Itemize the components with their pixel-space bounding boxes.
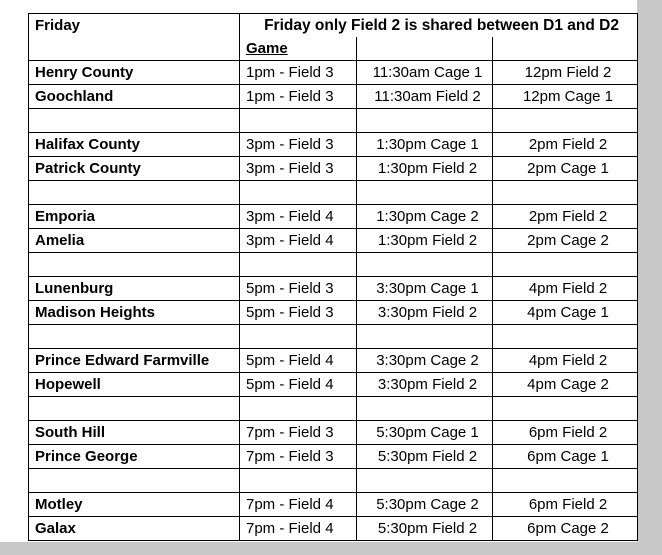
blank-cell[interactable] [493, 253, 638, 277]
blank-cell[interactable] [493, 469, 638, 493]
warmup-2-cell[interactable]: 6pm Field 2 [493, 421, 638, 445]
game-time-cell[interactable]: 3pm - Field 4 [240, 229, 357, 253]
blank-cell[interactable] [240, 397, 357, 421]
warmup-1-cell[interactable]: 3:30pm Cage 1 [357, 277, 493, 301]
warmup-1-cell[interactable]: 1:30pm Cage 2 [357, 205, 493, 229]
warmup-2-cell[interactable]: 4pm Cage 2 [493, 373, 638, 397]
team-cell[interactable]: Galax [29, 517, 240, 541]
blank-cell[interactable] [357, 109, 493, 133]
blank-cell[interactable] [493, 181, 638, 205]
table-row [29, 445, 638, 469]
spacer-row [29, 253, 638, 277]
table-row [29, 157, 638, 181]
warmup-1-cell[interactable]: 5:30pm Field 2 [357, 517, 493, 541]
team-cell[interactable]: Henry County [29, 61, 240, 85]
warmup-2-cell[interactable]: 6pm Cage 1 [493, 445, 638, 469]
spacer-row [29, 397, 638, 421]
warmup-1-cell[interactable]: 5:30pm Cage 2 [357, 493, 493, 517]
table-row [29, 229, 638, 253]
table-row [29, 133, 638, 157]
warmup-2-cell[interactable]: 2pm Cage 2 [493, 229, 638, 253]
warmup-1-cell[interactable]: 5:30pm Field 2 [357, 445, 493, 469]
schedule-table [28, 13, 638, 541]
team-cell[interactable]: Motley [29, 493, 240, 517]
blank-cell[interactable] [240, 181, 357, 205]
blank-cell[interactable] [357, 253, 493, 277]
team-cell[interactable]: Amelia [29, 229, 240, 253]
game-time-cell[interactable]: 5pm - Field 4 [240, 373, 357, 397]
table-row [29, 61, 638, 85]
blank-cell[interactable] [29, 253, 240, 277]
left-margin [0, 0, 28, 555]
table-row [29, 517, 638, 541]
team-cell[interactable]: Lunenburg [29, 277, 240, 301]
blank-cell[interactable] [357, 181, 493, 205]
blank-cell[interactable] [240, 469, 357, 493]
subheader-row [29, 37, 638, 61]
game-column-header[interactable]: Game [240, 37, 357, 61]
table-row [29, 277, 638, 301]
table-row [29, 301, 638, 325]
shared-field-note[interactable]: Friday only Field 2 is shared between D1 and D2 [240, 14, 638, 38]
game-time-cell[interactable]: 5pm - Field 3 [240, 301, 357, 325]
warmup-1-cell[interactable]: 3:30pm Field 2 [357, 301, 493, 325]
game-time-cell[interactable]: 7pm - Field 3 [240, 445, 357, 469]
right-gray-area [637, 0, 662, 555]
blank-cell[interactable] [29, 469, 240, 493]
team-cell[interactable]: Patrick County [29, 157, 240, 181]
warmup-1-cell[interactable]: 11:30am Field 2 [357, 85, 493, 109]
warmup-2-cell[interactable]: 2pm Field 2 [493, 205, 638, 229]
warmup-2-cell[interactable]: 2pm Cage 1 [493, 157, 638, 181]
blank-cell[interactable] [29, 109, 240, 133]
team-cell[interactable]: Emporia [29, 205, 240, 229]
spacer-row [29, 181, 638, 205]
warmup-1-cell[interactable]: 1:30pm Cage 1 [357, 133, 493, 157]
warmup-2-cell[interactable]: 4pm Cage 1 [493, 301, 638, 325]
blank-cell[interactable] [29, 325, 240, 349]
team-cell[interactable]: Prince George [29, 445, 240, 469]
game-time-cell[interactable]: 7pm - Field 3 [240, 421, 357, 445]
blank-cell[interactable] [29, 181, 240, 205]
warmup-2-cell[interactable]: 6pm Cage 2 [493, 517, 638, 541]
game-time-cell[interactable]: 7pm - Field 4 [240, 517, 357, 541]
blank-cell[interactable] [29, 397, 240, 421]
warmup-2-cell[interactable]: 4pm Field 2 [493, 277, 638, 301]
table-row [29, 85, 638, 109]
warmup-2-cell[interactable]: 4pm Field 2 [493, 349, 638, 373]
game-time-cell[interactable]: 5pm - Field 3 [240, 277, 357, 301]
blank-cell[interactable] [240, 109, 357, 133]
team-cell[interactable]: Madison Heights [29, 301, 240, 325]
warmup-2-cell[interactable]: 12pm Cage 1 [493, 85, 638, 109]
warmup-2-cell[interactable]: 2pm Field 2 [493, 133, 638, 157]
table-row [29, 205, 638, 229]
header-row [29, 14, 638, 38]
blank-cell[interactable] [493, 397, 638, 421]
game-time-cell[interactable]: 5pm - Field 4 [240, 349, 357, 373]
warmup-1-cell[interactable]: 3:30pm Cage 2 [357, 349, 493, 373]
blank-cell[interactable] [357, 37, 493, 61]
blank-cell[interactable] [357, 397, 493, 421]
day-title-cell[interactable]: Friday [29, 14, 240, 38]
warmup-1-cell[interactable]: 3:30pm Field 2 [357, 373, 493, 397]
blank-cell[interactable] [29, 37, 240, 61]
blank-cell[interactable] [493, 37, 638, 61]
warmup-1-cell[interactable]: 1:30pm Field 2 [357, 157, 493, 181]
bottom-gray-area [0, 542, 662, 555]
spacer-row [29, 469, 638, 493]
team-cell[interactable]: Halifax County [29, 133, 240, 157]
table-row [29, 421, 638, 445]
spacer-row [29, 109, 638, 133]
game-time-cell[interactable]: 3pm - Field 4 [240, 205, 357, 229]
blank-cell[interactable] [493, 325, 638, 349]
blank-cell[interactable] [357, 469, 493, 493]
team-cell[interactable]: Hopewell [29, 373, 240, 397]
game-time-cell[interactable]: 3pm - Field 3 [240, 157, 357, 181]
game-time-cell[interactable]: 1pm - Field 3 [240, 85, 357, 109]
blank-cell[interactable] [240, 325, 357, 349]
warmup-2-cell[interactable]: 6pm Field 2 [493, 493, 638, 517]
blank-cell[interactable] [357, 325, 493, 349]
blank-cell[interactable] [493, 109, 638, 133]
spacer-row [29, 325, 638, 349]
table-row [29, 493, 638, 517]
game-time-cell[interactable]: 7pm - Field 4 [240, 493, 357, 517]
warmup-1-cell[interactable]: 1:30pm Field 2 [357, 229, 493, 253]
table-row [29, 373, 638, 397]
team-cell[interactable]: South Hill [29, 421, 240, 445]
team-cell[interactable]: Prince Edward Farmville [29, 349, 240, 373]
game-time-cell[interactable]: 1pm - Field 3 [240, 61, 357, 85]
blank-cell[interactable] [240, 253, 357, 277]
game-time-cell[interactable]: 3pm - Field 3 [240, 133, 357, 157]
warmup-2-cell[interactable]: 12pm Field 2 [493, 61, 638, 85]
table-row [29, 349, 638, 373]
warmup-1-cell[interactable]: 11:30am Cage 1 [357, 61, 493, 85]
team-cell[interactable]: Goochland [29, 85, 240, 109]
warmup-1-cell[interactable]: 5:30pm Cage 1 [357, 421, 493, 445]
